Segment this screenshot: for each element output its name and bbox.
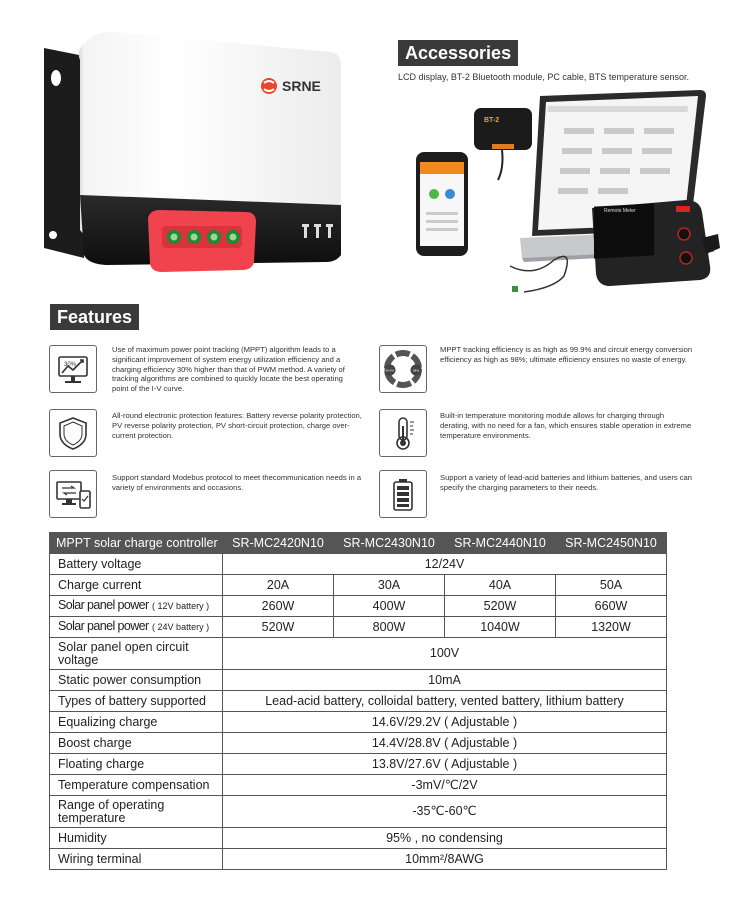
- spec-header-model-2: SR-MC2430N10: [334, 533, 445, 554]
- row-label-text: Solar panel power: [58, 598, 149, 612]
- row-value: 14.6V/29.2V ( Adjustable ): [223, 712, 667, 733]
- row-label: Equalizing charge: [50, 712, 223, 733]
- spec-header-product: MPPT solar charge controller: [50, 533, 223, 554]
- table-row: [50, 712, 667, 733]
- row-label: Temperature compensation: [50, 775, 223, 796]
- row-value: 520W: [445, 596, 556, 617]
- row-label: Types of battery supported: [50, 691, 223, 712]
- table-row: [50, 596, 667, 617]
- bt2-label: BT-2: [484, 117, 500, 124]
- feature-protection-text: All-round electronic protection features: Battery reverse polarity protection, PV reverse polarity protection, PV short-circuit protection, charge over-current protection.: [112, 411, 362, 440]
- table-row: [50, 638, 667, 670]
- mppt-monitor-icon: [49, 345, 97, 393]
- row-value: 40A: [445, 575, 556, 596]
- table-row: [50, 733, 667, 754]
- feature-efficiency-text: MPPT tracking efficiency is as high as 99.9% and circuit energy conversion efficiency as high as 98%; ultimate efficiency ensures no waste of energy.: [440, 345, 693, 364]
- row-value: 660W: [556, 596, 667, 617]
- efficiency-badge-left: 99.9%: [385, 368, 395, 373]
- accessories-image: [414, 88, 734, 296]
- spec-header-model-1: SR-MC2420N10: [223, 533, 334, 554]
- row-label: Boost charge: [50, 733, 223, 754]
- row-label: [50, 596, 223, 617]
- row-label-text: Solar panel power: [58, 619, 149, 633]
- table-row: [50, 554, 667, 575]
- remote-meter-label: Remote Meter: [604, 208, 636, 214]
- row-label: Range of operating temperature: [50, 796, 223, 828]
- table-row: [50, 617, 667, 638]
- row-value: 800W: [334, 617, 445, 638]
- feature-temperature-text: Built-in temperature monitoring module allows for charging through derating, with no need for a fan, which ensures stable operation in extreme temperature environments.: [440, 411, 692, 440]
- feature-battery-text: Support a variety of lead-acid batteries and lithium batteries, and users can specify the charging parameters to their needs.: [440, 473, 692, 492]
- battery-icon: [379, 470, 427, 518]
- row-label: Wiring terminal: [50, 849, 223, 870]
- row-value: 20A: [223, 575, 334, 596]
- thermometer-icon: [379, 409, 427, 457]
- row-label: Solar panel open circuit voltage: [50, 638, 223, 670]
- row-label-note: ( 24V battery ): [152, 622, 210, 632]
- accessories-heading: Accessories: [398, 40, 518, 66]
- row-value: 10mA: [223, 670, 667, 691]
- row-value: 14.4V/28.8V ( Adjustable ): [223, 733, 667, 754]
- row-value: 12/24V: [223, 554, 667, 575]
- spec-header-model-4: SR-MC2450N10: [556, 533, 667, 554]
- row-value: 260W: [223, 596, 334, 617]
- table-row: [50, 828, 667, 849]
- charge-controller-product-image: [36, 30, 346, 280]
- row-value: Lead-acid battery, colloidal battery, vented battery, lithium battery: [223, 691, 667, 712]
- table-row: [50, 670, 667, 691]
- spec-header-row: [50, 533, 667, 554]
- shield-icon: [49, 409, 97, 457]
- row-value: 95% , no condensing: [223, 828, 667, 849]
- row-label: Static power consumption: [50, 670, 223, 691]
- table-row: [50, 754, 667, 775]
- efficiency-ring-icon: [379, 345, 427, 393]
- row-value: 400W: [334, 596, 445, 617]
- row-value: -3mV/℃/2V: [223, 775, 667, 796]
- table-row: [50, 575, 667, 596]
- spec-table: [49, 532, 667, 870]
- brand-logo-text: SRNE: [282, 78, 321, 94]
- row-value: -35℃-60℃: [223, 796, 667, 828]
- features-heading: Features: [50, 304, 139, 330]
- row-value: 50A: [556, 575, 667, 596]
- table-row: [50, 796, 667, 828]
- srne-logo: [261, 78, 321, 94]
- accessories-description: LCD display, BT-2 Bluetooth module, PC cable, BTS temperature sensor.: [398, 72, 689, 82]
- feature-mppt-text: Use of maximum power point tracking (MPPT) algorithm leads to a significant improvement of system energy utilization efficiency and a charging efficiency 30% higher than that of PWM method. A variety of tracking algorithms are combined to quickly locate the best operating point of the I-V curve.: [112, 345, 345, 394]
- feature-communication-text: Support standard Modebus protocol to meet thecommunication needs in a variety of environments and occasions.: [112, 473, 362, 492]
- row-value: 30A: [334, 575, 445, 596]
- row-value: 10mm²/8AWG: [223, 849, 667, 870]
- table-row: [50, 691, 667, 712]
- row-value: 100V: [223, 638, 667, 670]
- row-label-note: ( 12V battery ): [152, 601, 210, 611]
- row-value: 13.8V/27.6V ( Adjustable ): [223, 754, 667, 775]
- row-value: 520W: [223, 617, 334, 638]
- table-row: [50, 849, 667, 870]
- spec-header-model-3: SR-MC2440N10: [445, 533, 556, 554]
- row-label: Charge current: [50, 575, 223, 596]
- row-label: [50, 617, 223, 638]
- table-row: [50, 775, 667, 796]
- row-label: Humidity: [50, 828, 223, 849]
- efficiency-badge-right: 98%: [413, 368, 420, 373]
- mppt-badge: 30%: [64, 362, 77, 368]
- row-value: 1040W: [445, 617, 556, 638]
- row-value: 1320W: [556, 617, 667, 638]
- row-label: Battery voltage: [50, 554, 223, 575]
- row-label: Floating charge: [50, 754, 223, 775]
- computer-phone-icon: [49, 470, 97, 518]
